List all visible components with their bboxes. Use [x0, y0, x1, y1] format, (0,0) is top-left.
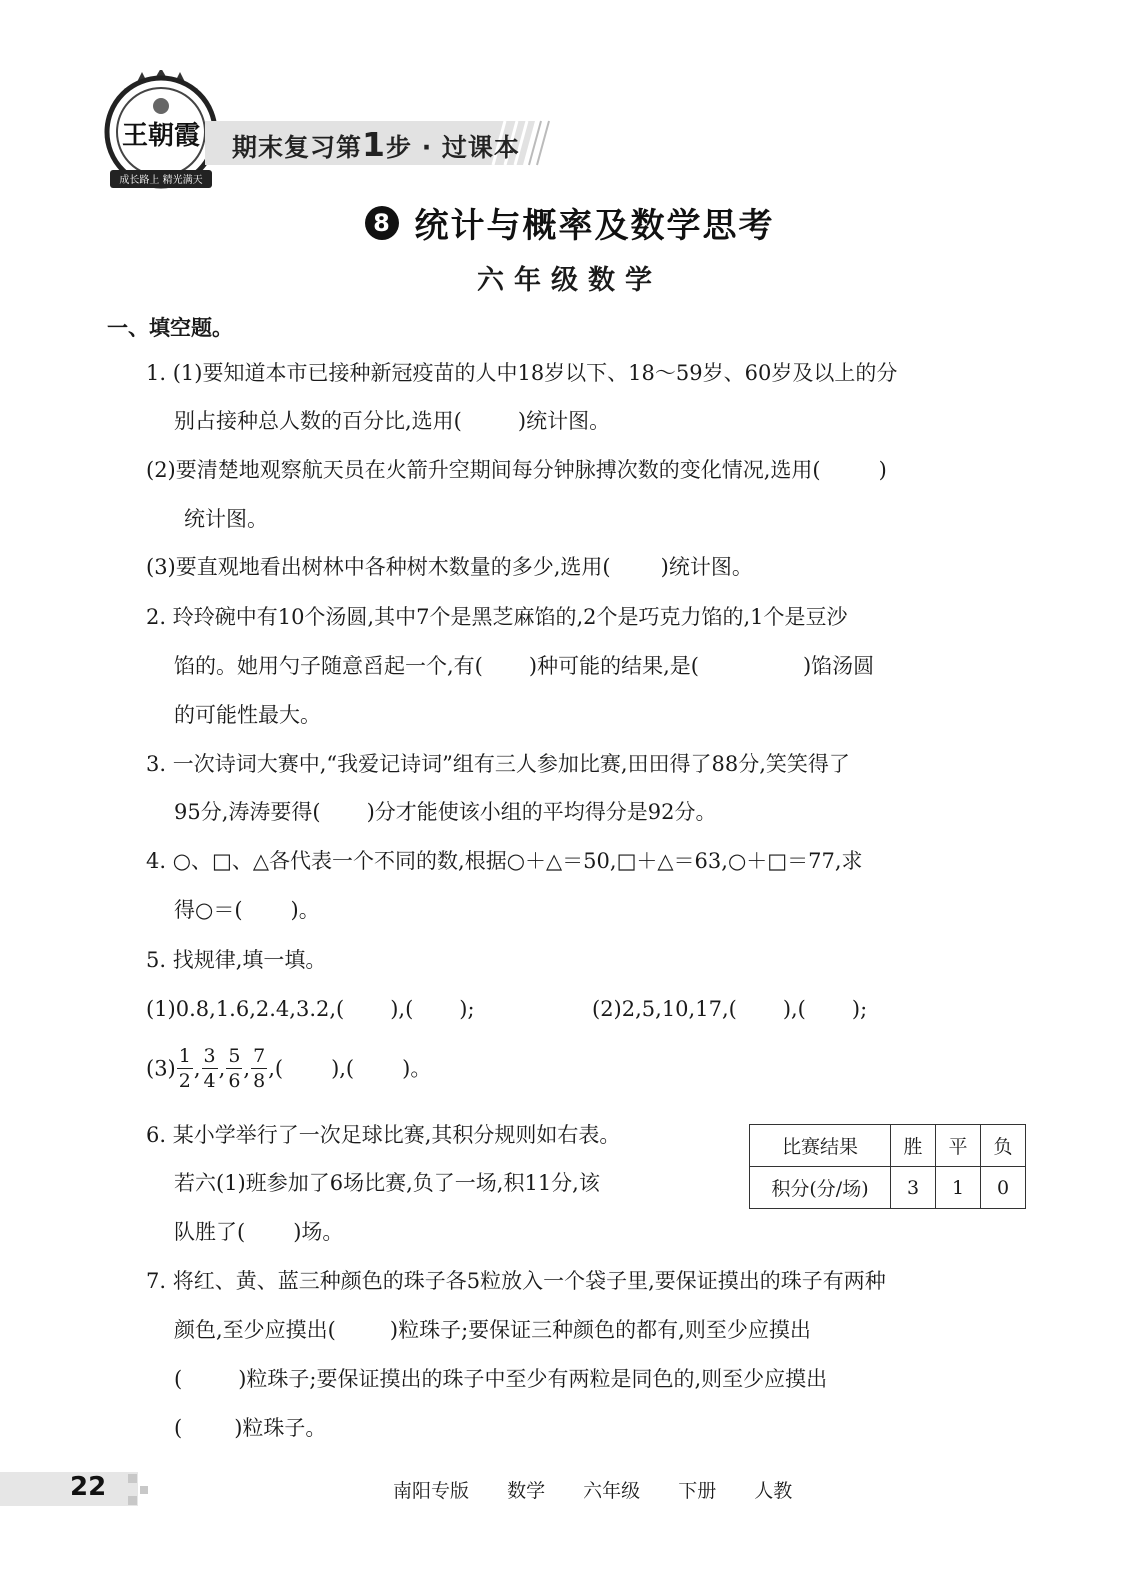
q4-line2: 得○＝( )。 [174, 898, 320, 922]
table-cell: 1 [936, 1167, 981, 1209]
section-heading: 一、填空题。 [107, 316, 233, 340]
footer-info [393, 1476, 810, 1503]
q7-line2: 颜色,至少应摸出( )粒珠子;要保证三种颜色的都有,则至少应摸出 [174, 1318, 811, 1342]
table-cell: 积分(分/场) [750, 1167, 891, 1209]
table-header-cell: 比赛结果 [750, 1125, 891, 1167]
fraction: $\frac{5}{6}$ [228, 1045, 241, 1092]
q1-part2-line2: 统计图。 [184, 507, 268, 531]
footer-item: 人教 [754, 1480, 793, 1502]
q7-line1: 7. 将红、黄、蓝三种颜色的珠子各5粒放入一个袋子里,要保证摸出的珠子有两种 [146, 1269, 886, 1293]
table-cell: 0 [981, 1167, 1026, 1209]
unit-number-badge: 8 [365, 206, 399, 240]
page-title-text: 统计与概率及数学思考 [414, 206, 775, 246]
footer-bar [0, 1472, 138, 1506]
footer-decoration [128, 1496, 137, 1505]
q4-line1: 4. ○、□、△各代表一个不同的数,根据○＋△＝50,□＋△＝63,○＋□＝77,求 [146, 849, 863, 873]
footer-decoration [140, 1486, 148, 1494]
brand-logo [100, 70, 222, 198]
table-row [750, 1167, 1026, 1209]
q5-part2: (2)2,5,10,17,( ),( ); [592, 997, 868, 1021]
q1-line1: 1. (1)要知道本市已接种新冠疫苗的人中18岁以下、18～59岁、60岁及以上的分 [146, 361, 898, 385]
q3-line1: 3. 一次诗词大赛中,“我爱记诗词”组有三人参加比赛,田田得了88分,笑笑得了 [146, 752, 850, 776]
q7-line4: ( )粒珠子。 [174, 1416, 327, 1440]
logo-slogan-text: 成长路上 精光满天 [119, 175, 203, 186]
q6-line1: 6. 某小学举行了一次足球比赛,其积分规则如右表。 [146, 1123, 621, 1147]
q2-line1: 2. 玲玲碗中有10个汤圆,其中7个是黑芝麻馅的,2个是巧克力馅的,1个是豆沙 [146, 605, 848, 629]
q6-line2: 若六(1)班参加了6场比赛,负了一场,积11分,该 [174, 1171, 600, 1195]
fraction: $\frac{3}{4}$ [203, 1045, 216, 1092]
table-header-cell: 负 [981, 1125, 1026, 1167]
fraction: $\frac{1}{2}$ [178, 1045, 191, 1092]
q1-line2: 别占接种总人数的百分比,选用( )统计图。 [174, 409, 611, 433]
page-subtitle: 六年级数学 [477, 265, 662, 296]
q2-line2: 馅的。她用勺子随意舀起一个,有( )种可能的结果,是( )馅汤圆 [174, 654, 875, 678]
table-header-cell: 胜 [891, 1125, 936, 1167]
page-title [365, 198, 775, 247]
q1-part2-line1: (2)要清楚地观察航天员在火箭升空期间每分钟脉搏次数的变化情况,选用( ) [146, 458, 887, 482]
q1-part3: (3)要直观地看出树林中各种树木数量的多少,选用( )统计图。 [146, 555, 753, 579]
footer-decoration [128, 1474, 137, 1483]
table-cell: 3 [891, 1167, 936, 1209]
q7-line3: ( )粒珠子;要保证摸出的珠子中至少有两粒是同色的,则至少应摸出 [174, 1367, 828, 1391]
footer-item: 数学 [507, 1480, 546, 1502]
banner-text: 期末复习第1步 · 过课本 [232, 125, 520, 164]
table-header-cell: 平 [936, 1125, 981, 1167]
footer-item: 下册 [678, 1480, 717, 1502]
q5-line1: 5. 找规律,填一填。 [146, 948, 327, 972]
footer-item: 六年级 [583, 1480, 641, 1502]
footer-item: 南阳专版 [393, 1480, 470, 1502]
q2-line3: 的可能性最大。 [174, 703, 321, 727]
page-number: 22 [70, 1472, 107, 1502]
banner-step-number: 1 [362, 125, 386, 164]
scoring-table [749, 1124, 1026, 1209]
logo-brand-text: 王朝霞 [121, 121, 201, 151]
q6-line3: 队胜了( )场。 [174, 1220, 344, 1244]
table-row [750, 1125, 1026, 1167]
fraction: $\frac{7}{8}$ [253, 1045, 266, 1092]
q3-line2: 95分,涛涛要得( )分才能使该小组的平均得分是92分。 [174, 800, 717, 824]
q5-part1: (1)0.8,1.6,2.4,3.2,( ),( ); [146, 997, 475, 1021]
q5-part3: (3) $\frac{1}{2}$ , $\frac{3}{4}$ , $\frac{5}{6}$ , $\frac{7}{8}$ ,( ),( )。 [146, 1045, 432, 1092]
